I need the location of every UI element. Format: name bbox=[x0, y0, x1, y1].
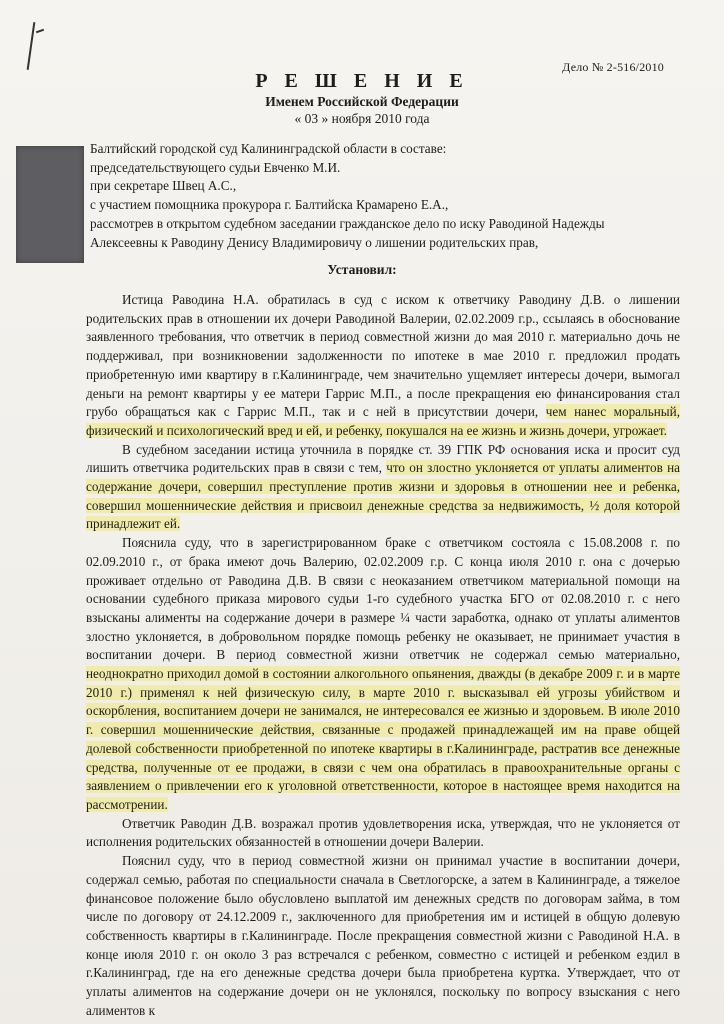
paragraph bbox=[86, 441, 680, 535]
paragraph bbox=[86, 852, 680, 1020]
intro-line: Балтийский городской суд Калининградской области в составе: bbox=[90, 141, 447, 156]
document-title: Р Е Ш Е Н И Е bbox=[255, 70, 469, 92]
redaction-block bbox=[16, 146, 84, 263]
paragraph bbox=[86, 534, 680, 815]
section-heading-established: Установил: bbox=[327, 262, 397, 277]
handwritten-mark-tick bbox=[36, 29, 44, 34]
handwritten-mark bbox=[27, 22, 36, 70]
document-subtitle: Именем Российской Федерации bbox=[265, 94, 459, 109]
intro-line: Алексеевны к Раводину Денису Владимировичу о лишении родительских прав, bbox=[90, 234, 539, 250]
paragraph-text: Ответчик Раводин Д.В. возражал против удовлетворения иска, утверждая, что не уклоняется от исполнения родительских обязанностей в отношении дочери Валерии. bbox=[86, 815, 680, 850]
paragraph-text: Пояснила суду, что в зарегистрированном браке с ответчиком состояла с 15.08.2008 г. по 02.09.2010 г., от брака имеют дочь Валерию, 02.02.2009 г.р. С конца июля 2010 г. она с дочерью проживает отдельно от Раводина Д.В. В связи с неоказанием ответчиком материальной помощи на основании судебного приказа мирового судьи 1-го судебного участка БГО от 02.08.2010 г. с него взысканы алименты на содержание дочери в размере ¼ части заработка, однако от уплаты алиментов злостно уклоняется, в добровольном порядке помощь ребенку не оказывает, не принимает участия в воспитании дочери. В период совместной жизни ответчик не содержал семью материально, bbox=[86, 535, 680, 663]
intro-block bbox=[90, 140, 690, 252]
body-text bbox=[86, 291, 680, 1020]
highlighted-text: чем нанес моральный, физический и психологический вред и ей, и ребенку, покушался на ее жизнь и жизнь дочери, угрожает. bbox=[86, 404, 681, 438]
paragraph bbox=[86, 291, 680, 441]
paragraph-text: Истица Раводина Н.А. обратилась в суд с иском к ответчику Раводину Д.В. о лишении родительских прав в отношении их дочери Раводиной Валерии, 02.02.2009 г.р., ссылаясь в обоснование заявленного требования, что ответчик в период совместной жизни до мая 2010 г. материально дочь не поддерживал, при возникновении задолженности по ипотеке в мае 2010 г. предложил продать приобретенную ими квартиру в г.Калининграде, чем значительно ущемляет интересы дочери, вымогал деньги на ремонт квартиры у ее матери Гаррис М.П., а после прекращения ею финансирования стал грубо обращаться как с Гаррис М.П., так и с ней в присутствии дочери, bbox=[86, 292, 680, 420]
highlighted-text: что он злостно уклоняется от уплаты алиментов на содержание дочери, совершил преступление против жизни и здоровья в отношении нее и ребенка, совершил мошеннические действия и присвоил денежные средства за недвижимость, ½ доля которой принадлежит ей. bbox=[86, 460, 680, 532]
intro-line: рассмотрев в открытом судебном заседании гражданское дело по иску Раводиной Надежды bbox=[90, 215, 605, 231]
paragraph-text: В судебном заседании истица уточнила в порядке ст. 39 ГПК РФ основания иска и просит суд лишить ответчика родительских прав в связи с тем, bbox=[86, 441, 680, 476]
intro-line: председательствующего судьи Евченко М.И. bbox=[90, 159, 341, 175]
paragraph bbox=[86, 815, 680, 852]
intro-line: с участием помощника прокурора г. Балтийска Крамарено Е.А., bbox=[90, 197, 449, 213]
intro-line: при секретаре Швец А.С., bbox=[90, 178, 237, 194]
highlighted-text: неоднократно приходил домой в состоянии алкогольного опьянения, дважды (в декабре 2009 г. и в марте 2010 г.) применял к ней физическую силу, в марте 2010 г. высказывал ей угрозы убийством и оскорбления, воспитанием дочери не занимался, не интересовался ее жизнью и здоровьем. В июле 2010 г. совершил мошеннические действия, связанные с продажей принадлежащей им на праве общей долевой собственности приобретенной по ипотеке квартиры в г.Калининграде, растратив все денежные средства, полученные от ее продажи, в связи с чем она обратилась в правоохранительные органы с заявлением о привлечении его к уголовной ответственности, которое в настоящее время находится на рассмотрении. bbox=[86, 666, 680, 812]
paragraph-text: Пояснил суду, что в период совместной жизни он принимал участие в воспитании дочери, содержал семью, работая по специальности сначала в Светлогорске, а затем в Калининграде, а тяжелое финансовое положение было обусловлено выплатой им денежных средств по договорам займа, в том числе по договору от 24.12.2009 г., заключенного для приобретения им и истицей в общую долевую собственность квартиры в г.Калининграде. После прекращения совместной жизни с Раводиной Н.А. в конце июля 2010 г. он около 3 раз встречался с ребенком, совместно с истицей и ребенком ездил в г.Калининград, где на его денежные средства дочери была приобретена куртка. Утверждает, что от уплаты алиментов на содержание дочери он не уклонялся, поскольку по вопросу взыскания с него алиментов к bbox=[86, 853, 680, 1018]
case-number: Дело № 2-516/2010 bbox=[562, 60, 664, 74]
document-date: « 03 » ноября 2010 года bbox=[294, 111, 430, 126]
